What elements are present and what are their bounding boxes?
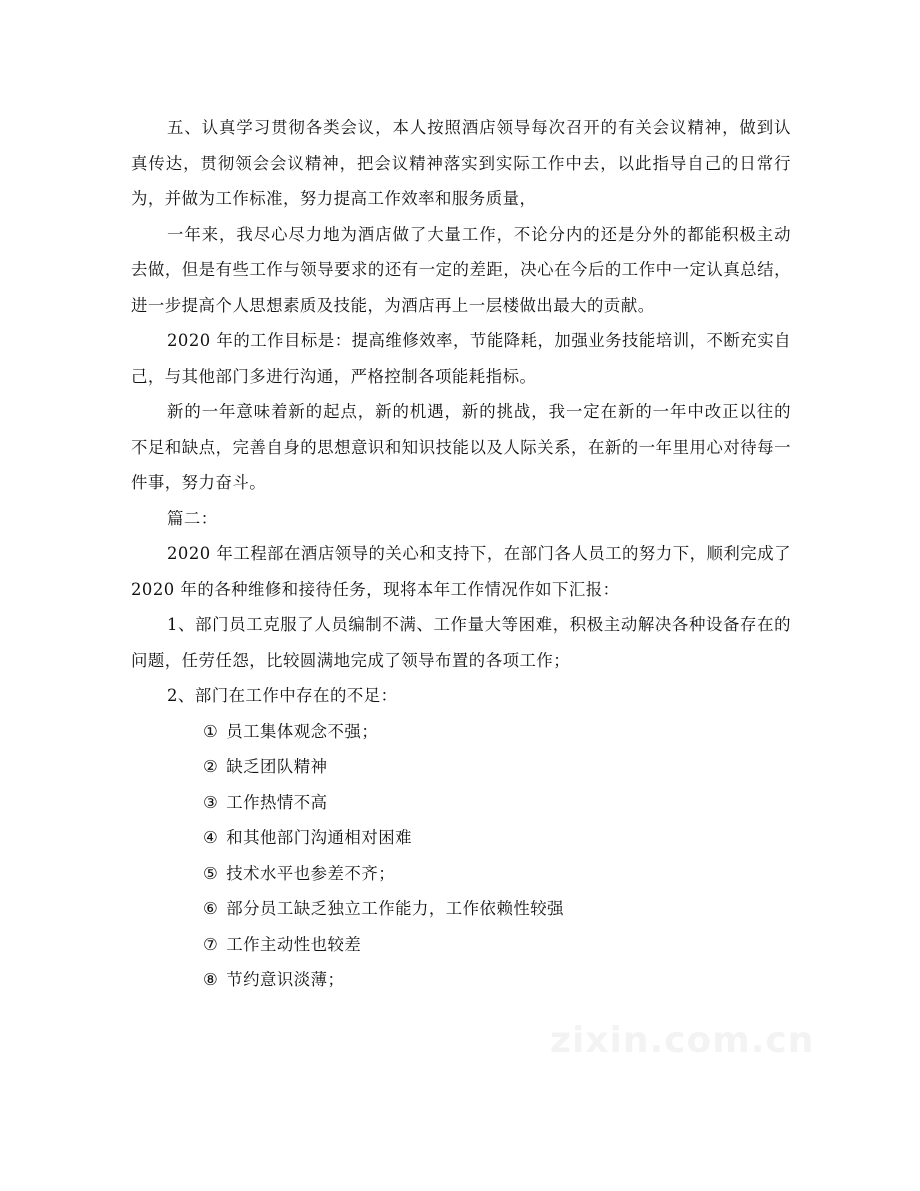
watermark-text: zixin.com.cn (550, 1020, 815, 1061)
list-item-text: 缺乏团队精神 (226, 757, 328, 776)
paragraph-2020-goals: 2020 年的工作目标是：提高维修效率，节能降耗，加强业务技能培训，不断充实自己，与其他部门多进行沟通，严格控制各项能耗指标。 (131, 331, 791, 386)
list-item-text: 部分员工缺乏独立工作能力，工作依赖性较强 (226, 899, 565, 918)
list-item-text: 和其他部门沟通相对困难 (226, 828, 412, 847)
list-item (131, 891, 791, 927)
list-item (131, 962, 791, 998)
list-item (131, 749, 791, 785)
list-item-text: 工作热情不高 (226, 792, 328, 812)
list-item-number: ⑤ (203, 863, 219, 883)
list-item-text: 节约意识淡薄； (226, 970, 345, 989)
list-item-number: ⑧ (203, 970, 219, 989)
list-item-number: ② (203, 757, 219, 776)
list-item-text: 工作主动性也较差 (226, 934, 362, 954)
document-body (131, 110, 791, 998)
list-intro: 2、部门在工作中存在的不足： (167, 686, 398, 705)
list-item-number: ④ (203, 828, 219, 847)
list-item (131, 927, 791, 963)
paragraph-meetings: 五、认真学习贯彻各类会议，本人按照酒店领导每次召开的有关会议精神，做到认真传达，贯彻领会会议精神，把会议精神落实到实际工作中去，以此指导自己的日常行为，并做为工作标准，努力提高工作效率和服务质量， (131, 118, 791, 208)
paragraph-new-year: 新的一年意味着新的起点，新的机遇，新的挑战，我一定在新的一年中改正以往的不足和缺点，完善自身的思想意识和知识技能以及人际关系，在新的一年里用心对待每一件事，努力奋斗。 (131, 402, 791, 492)
list-item-number: ③ (203, 792, 219, 812)
list-item-number: ⑦ (203, 934, 219, 954)
list-item (131, 856, 791, 892)
list-item-number: ① (203, 721, 219, 741)
list-item (131, 714, 791, 750)
section-heading: 篇二： (167, 508, 218, 528)
list-item-text: 技术水平也参差不齐； (226, 863, 396, 883)
list-item (131, 820, 791, 856)
list-item-number: ⑥ (203, 899, 219, 918)
list-item (131, 785, 791, 821)
paragraph-year-review: 一年来，我尽心尽力地为酒店做了大量工作，不论分内的还是分外的都能积极主动去做，但是有些工作与领导要求的还有一定的差距，决心在今后的工作中一定认真总结，进一步提高个人思想素质及技能，为酒店再上一层楼做出最大的贡献。 (131, 224, 791, 315)
paragraph-engineering-report: 2020 年工程部在酒店领导的关心和支持下，在部门各人员工的努力下，顺利完成了 2020 年的各种维修和接待任务，现将本年工作情况作如下汇报： (131, 544, 791, 599)
list-item-text: 员工集体观念不强； (226, 721, 379, 741)
paragraph-staff-achievements: 1、部门员工克服了人员编制不满、工作量大等困难，积极主动解决各种设备存在的问题，任劳任怨，比较圆满地完成了领导布置的各项工作； (131, 615, 791, 670)
